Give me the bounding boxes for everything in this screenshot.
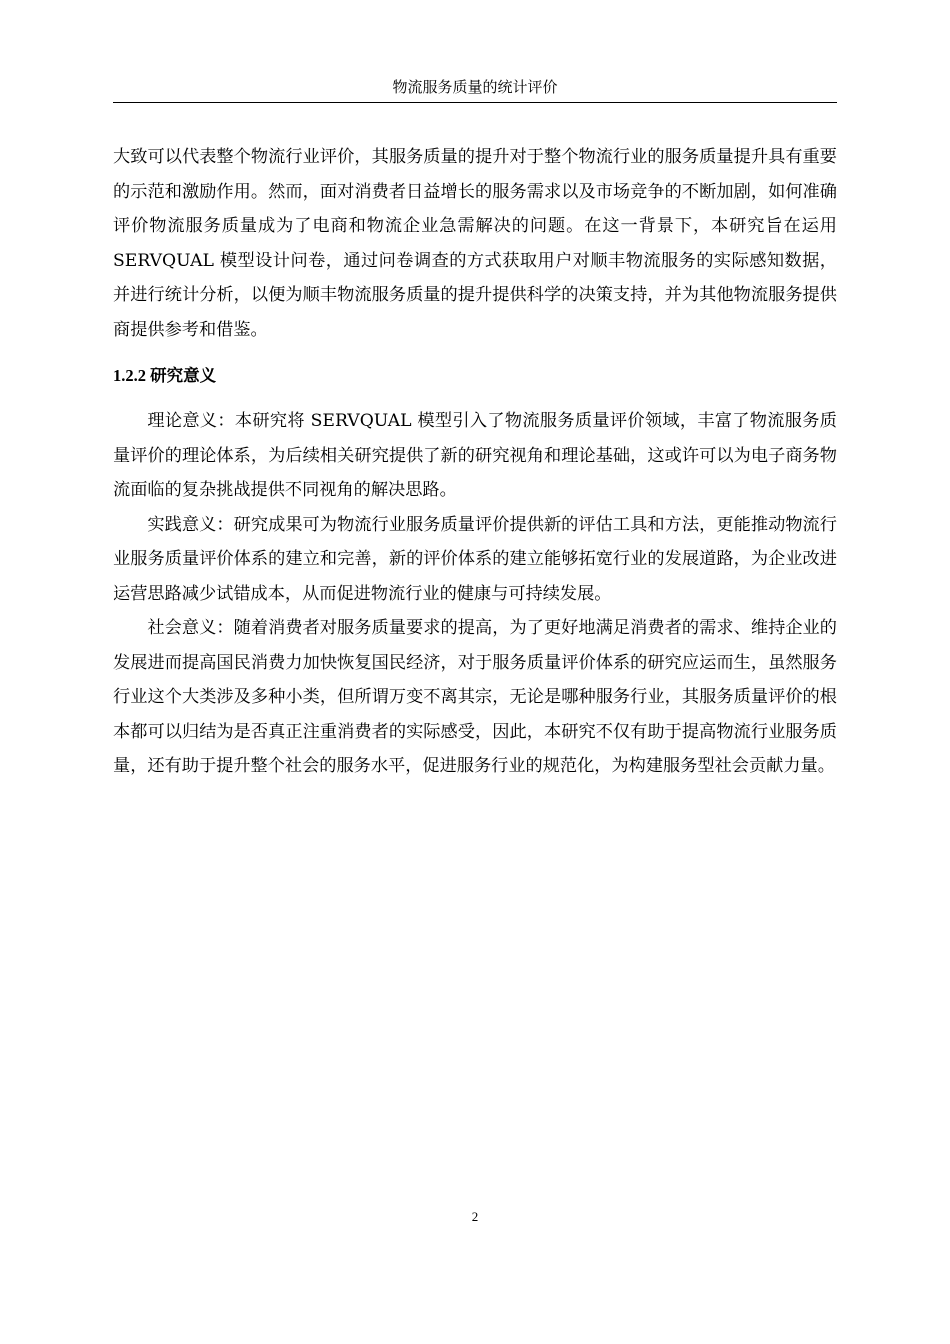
header-divider	[113, 102, 837, 103]
intro-paragraph: 大致可以代表整个物流行业评价，其服务质量的提升对于整个物流行业的服务质量提升具有重要的示范和激励作用。然而，面对消费者日益增长的服务需求以及市场竞争的不断加剧，如何准确评价物流服务质量成为了电商和物流企业急需解决的问题。在这一背景下，本研究旨在运用 SERVQUAL 模型设计问卷，通过问卷调查的方式获取用户对顺丰物流服务的实际感知数据，并进行统计分析，以便为顺丰物流服务质量的提升提供科学的决策支持，并为其他物流服务提供商提供参考和借鉴。	[113, 147, 837, 340]
paragraph-social-significance: 社会意义：随着消费者对服务质量要求的提高，为了更好地满足消费者的需求、维持企业的发展进而提高国民消费力加快恢复国民经济，对于服务质量评价体系的研究应运而生，虽然服务行业这个大类涉及多种小类，但所谓万变不离其宗，无论是哪种服务行业，其服务质量评价的根本都可以归结为是否真正注重消费者的实际感受，因此，本研究不仅有助于提高物流行业服务质量，还有助于提升整个社会的服务水平，促进服务行业的规范化，为构建服务型社会贡献力量。	[113, 618, 837, 776]
section-heading: 1.2.2 研究意义	[113, 366, 217, 385]
page-body	[113, 140, 837, 784]
page-number: 2	[471, 1209, 479, 1224]
paragraph-theoretical-significance: 理论意义：本研究将 SERVQUAL 模型引入了物流服务质量评价领域，丰富了物流服务质量评价的理论体系，为后续相关研究提供了新的研究视角和理论基础，这或许可以为电子商务物流面临的复杂挑战提供不同视角的解决思路。	[113, 411, 837, 500]
running-header: 物流服务质量的统计评价	[392, 78, 558, 96]
paragraph-practical-significance: 实践意义：研究成果可为物流行业服务质量评价提供新的评估工具和方法，更能推动物流行业服务质量评价体系的建立和完善，新的评价体系的建立能够拓宽行业的发展道路，为企业改进运营思路减少试错成本，从而促进物流行业的健康与可持续发展。	[113, 514, 837, 604]
